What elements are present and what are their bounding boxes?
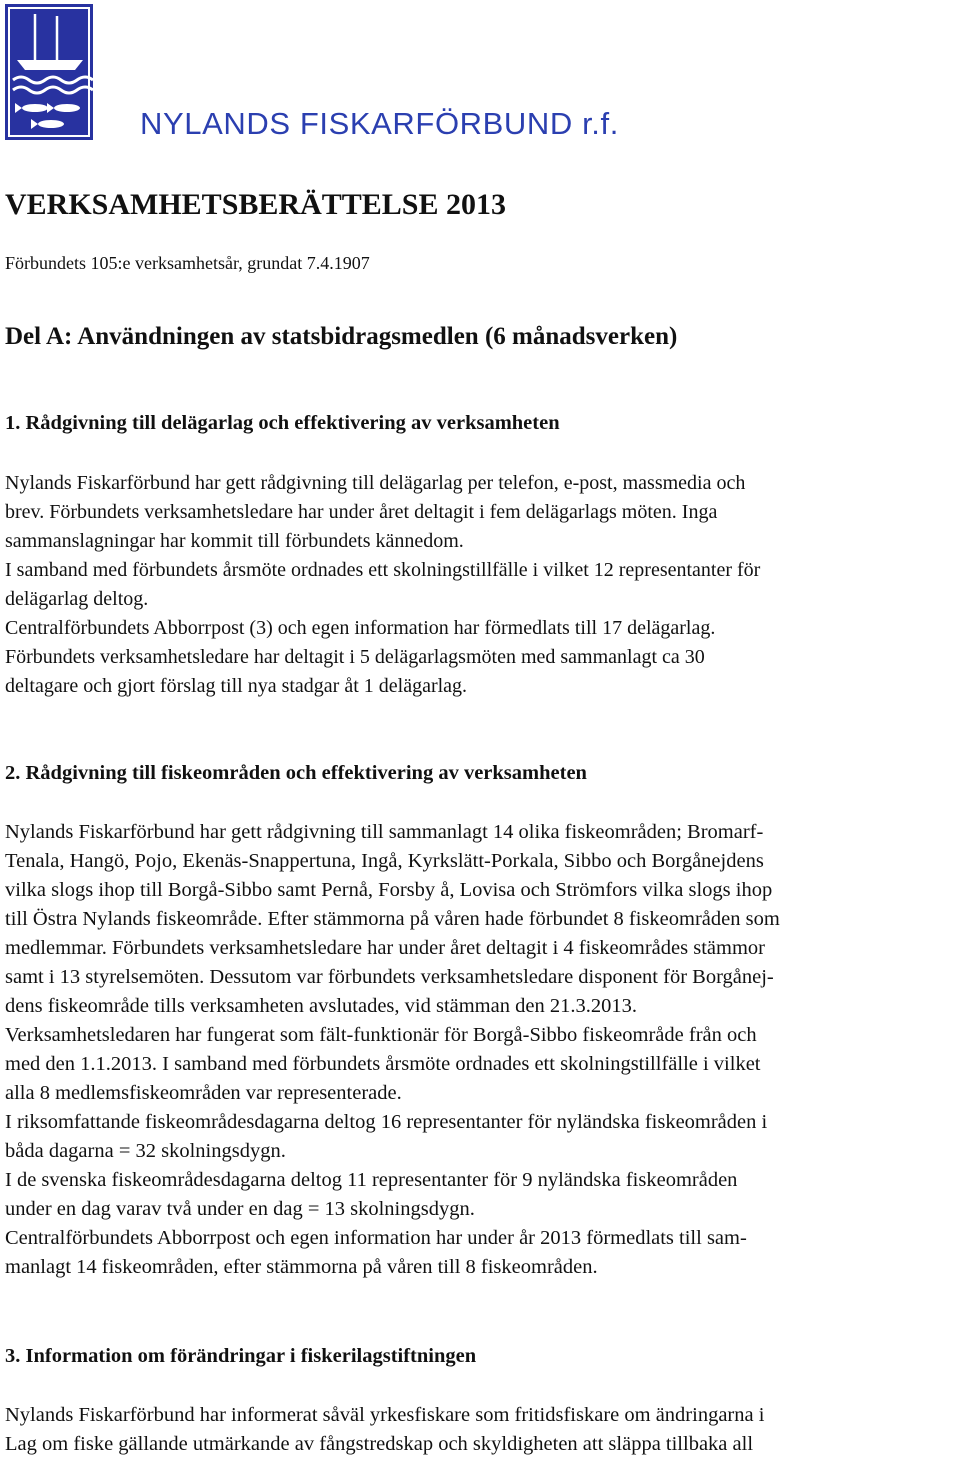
text-line: Centralförbundets Abborrpost (3) och egen information har förmedlats till 17 delägarlag. bbox=[5, 617, 716, 639]
text-line: dens fiskeområde tills verksamheten avslutades, vid stämman den 21.3.2013. bbox=[5, 995, 637, 1017]
text-line: Lag om fiske gällande utmärkande av fångstredskap och skyldigheten att släppa tillbaka all bbox=[5, 1433, 754, 1455]
text-line: Verksamhetsledaren har fungerat som fält-funktionär för Borgå-Sibbo fiskeområde från och bbox=[5, 1024, 757, 1046]
section-2-body bbox=[5, 818, 960, 1282]
section-2-paragraph bbox=[5, 1224, 960, 1282]
text-line: båda dagarna = 32 skolningsdygn. bbox=[5, 1140, 286, 1162]
section-1-paragraph bbox=[5, 469, 960, 556]
text-line: I de svenska fiskeområdesdagarna deltog 11 representanter för 9 nyländska fiskeområden bbox=[5, 1169, 738, 1191]
section-2-paragraph bbox=[5, 1166, 960, 1224]
text-line: Centralförbundets Abborrpost och egen information har under år 2013 förmedlats till sam- bbox=[5, 1227, 747, 1249]
text-line: I riksomfattande fiskeområdesdagarna deltog 16 representanter för nyländska fiskeområden i bbox=[5, 1111, 768, 1133]
text-line: Nylands Fiskarförbund har gett rådgivning till delägarlag per telefon, e-post, massmedia och bbox=[5, 472, 746, 494]
section-3-heading: 3. Information om förändringar i fiskerilagstiftningen bbox=[5, 1345, 477, 1367]
text-line: alla 8 medlemsfiskeområden var representerade. bbox=[5, 1082, 402, 1104]
text-line: manlagt 14 fiskeområden, efter stämmorna på våren till 8 fiskeområden. bbox=[5, 1256, 598, 1278]
text-line: deltagare och gjort förslag till nya stadgar åt 1 delägarlag. bbox=[5, 675, 468, 697]
boat-and-fish-logo bbox=[5, 4, 93, 140]
section-1-paragraph bbox=[5, 643, 960, 701]
text-line: medlemmar. Förbundets verksamhetsledare har under året deltagit i 4 fiskeområdes stämmor bbox=[5, 937, 765, 959]
section-1-paragraph bbox=[5, 556, 960, 614]
text-line: vilka slogs ihop till Borgå-Sibbo samt Pernå, Forsby å, Lovisa och Strömfors vilka slogs ihop bbox=[5, 879, 773, 901]
text-line: delägarlag deltog. bbox=[5, 588, 149, 610]
text-line: Nylands Fiskarförbund har gett rådgivning till sammanlagt 14 olika fiskeområden; Bromarf- bbox=[5, 821, 764, 843]
document-title: VERKSAMHETSBERÄTTELSE 2013 bbox=[5, 188, 506, 221]
text-line: I samband med förbundets årsmöte ordnades ett skolningstillfälle i vilket 12 representanter för bbox=[5, 559, 761, 581]
text-line: Nylands Fiskarförbund har informerat såväl yrkesfiskare som fritidsfiskare om ändringarna i bbox=[5, 1404, 765, 1426]
document-subtitle: Förbundets 105:e verksamhetsår, grundat 7.4.1907 bbox=[5, 253, 370, 273]
section-3-paragraph bbox=[5, 1401, 960, 1459]
text-line: samt i 13 styrelsemöten. Dessutom var förbundets verksamhetsledare disponent för Borgånej- bbox=[5, 966, 774, 988]
text-line: Tenala, Hangö, Pojo, Ekenäs-Snappertuna, Ingå, Kyrkslätt-Porkala, Sibbo och Borgånejdens bbox=[5, 850, 764, 872]
text-line: sammanslagningar har kommit till förbundets kännedom. bbox=[5, 530, 464, 552]
text-line: brev. Förbundets verksamhetsledare har under året deltagit i fem delägarlags möten. Inga bbox=[5, 501, 718, 523]
section-2-paragraph bbox=[5, 1108, 960, 1166]
section-1-body bbox=[5, 469, 960, 701]
section-1-heading: 1. Rådgivning till delägarlag och effektivering av verksamheten bbox=[5, 412, 560, 434]
part-a-title: Del A: Användningen av statsbidragsmedlen (6 månadsverken) bbox=[5, 323, 678, 350]
text-line: till Östra Nylands fiskeområde. Efter stämmorna på våren hade förbundet 8 fiskeområden som bbox=[5, 908, 780, 930]
section-3-body bbox=[5, 1401, 960, 1459]
section-2-heading: 2. Rådgivning till fiskeområden och effektivering av verksamheten bbox=[5, 762, 587, 784]
text-line: under en dag varav två under en dag = 13 skolningsdygn. bbox=[5, 1198, 475, 1220]
section-2-paragraph bbox=[5, 818, 960, 1021]
organization-name: NYLANDS FISKARFÖRBUND r.f. bbox=[140, 106, 619, 141]
section-1-paragraph bbox=[5, 614, 960, 643]
text-line: med den 1.1.2013. I samband med förbundets årsmöte ordnades ett skolningstillfälle i vilket bbox=[5, 1053, 761, 1075]
section-2-paragraph bbox=[5, 1021, 960, 1108]
text-line: Förbundets verksamhetsledare har deltagit i 5 delägarlagsmöten med sammanlagt ca 30 bbox=[5, 646, 705, 668]
